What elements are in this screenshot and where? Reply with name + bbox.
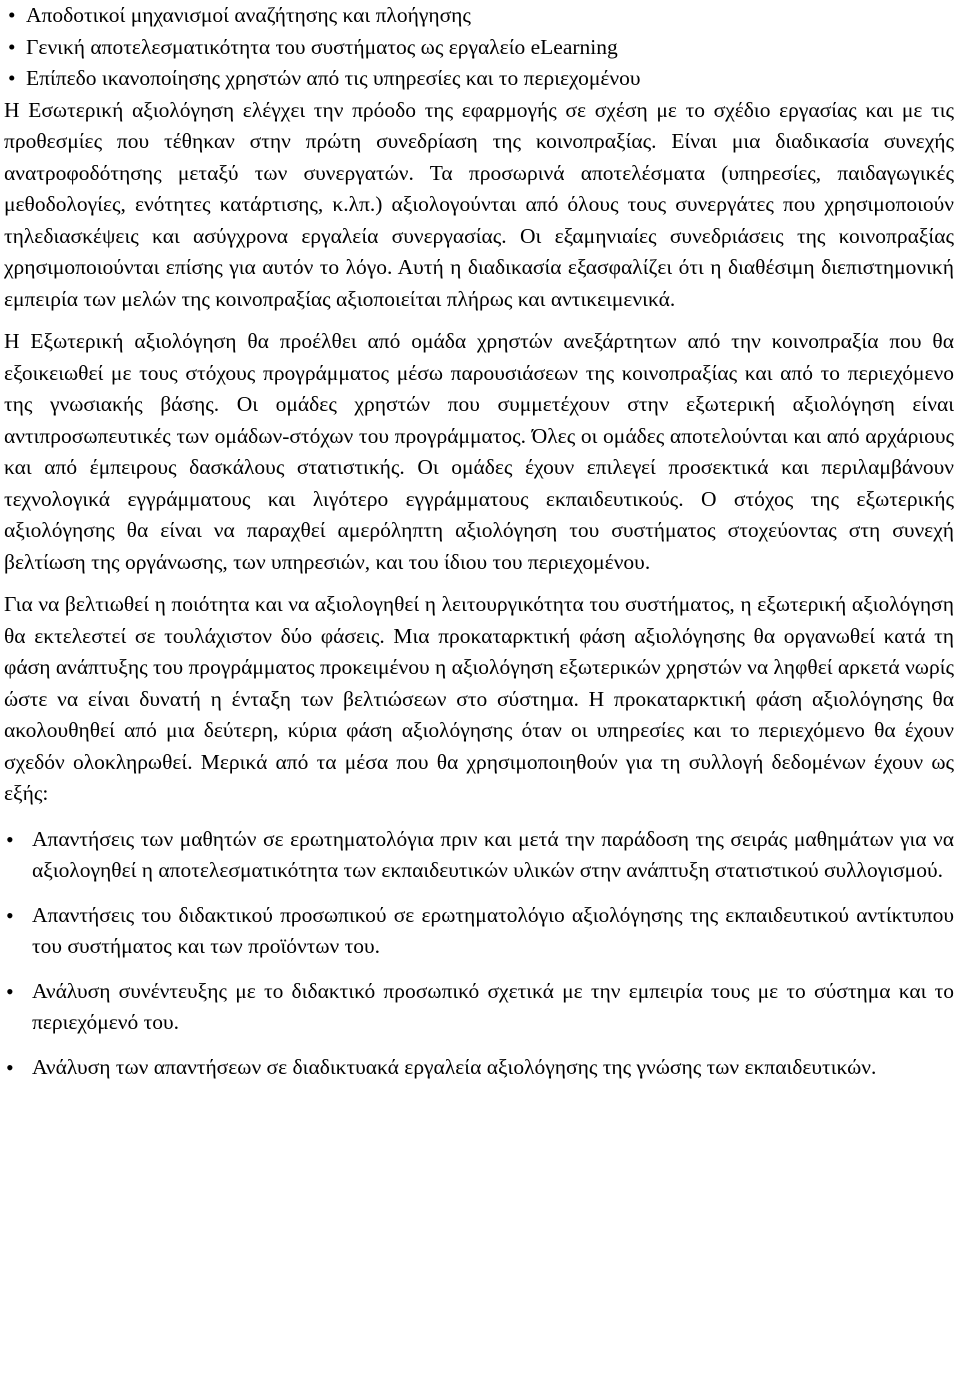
bullet-icon: • — [8, 3, 16, 27]
list-item-text: Επίπεδο ικανοποίησης χρηστών από τις υπηρεσίες και το περιεχομένου — [26, 66, 641, 90]
criteria-list — [4, 0, 954, 95]
list-item — [4, 63, 954, 95]
list-item-text: Γενική αποτελεσματικότητα του συστήματος ως εργαλείο eLearning — [26, 34, 618, 59]
external-evaluation-paragraph: Η Εξωτερική αξιολόγηση θα προέλθει από ομάδα χρηστών ανεξάρτητων από την κοινοπραξία που θα εξοικειωθεί με τους στόχους προγράμματος μέσω παρουσιάσεων της κοινοπραξίας και από το περιεχόμενο της γνωσιακής βάσης. Οι ομάδες χρηστών που συμμετέχουν στην εξωτερική αξιολόγηση είναι αντιπροσωπευτικές των ομάδων-στόχων του προγράμματος. Όλες οι ομάδες αποτελούνται και από αρχάριους και από έμπειρους δασκάλους στατιστικής. Οι ομάδες έχουν επιλεγεί προσεκτικά και περιλαμβάνουν τεχνολογικά εγγράμματους και λιγότερο εγγράμματους εκπαιδευτικούς. Ο στόχος της εξωτερικής αξιολόγησης θα είναι να παραχθεί αμερόληπτη αξιολόγηση του συστήματος στοχεύοντας στη συνεχή βελτίωση της οργάνωσης, των υπηρεσιών, και του ίδιου του περιεχομένου. — [4, 329, 954, 574]
list-item — [4, 0, 954, 32]
list-item — [4, 32, 954, 64]
list-item-text: Ανάλυση συνέντευξης με το διδακτικό προσωπικό σχετικά με την εμπειρία τους με το σύστημα και το περιεχόμενό του. — [32, 978, 954, 1034]
list-item-text: Απαντήσεις των μαθητών σε ερωτηματολόγια πριν και μετά την παράδοση της σειράς μαθημάτων για να αξιολογηθεί η αποτελεσματικότητα των εκπαιδευτικών υλικών στην ανάπτυξη στατιστικού συλλογισμού. — [32, 826, 954, 882]
data-collection-list — [4, 824, 954, 1084]
evaluation-phases-paragraph: Για να βελτιωθεί η ποιότητα και να αξιολογηθεί η λειτουργικότητα του συστήματος, η εξωτερική αξιολόγηση θα εκτελεστεί σε τουλάχιστον δύο φάσεις. Μια προκαταρκτική φάση αξιολόγησης θα οργανωθεί κατά τη φάση ανάπτυξης του προγράμματος προκειμένου η αξιολόγηση εξωτερικών χρηστών να ληφθεί αρκετά νωρίς ώστε να είναι δυνατή η ένταξη των βελτιώσεων στο σύστημα. Η προκαταρκτική φάση αξιολόγησης θα ακολουθηθεί από μια δεύτερη, κύρια φάση αξιολόγησης όταν οι υπηρεσίες και το περιεχόμενο θα έχουν σχεδόν ολοκληρωθεί. Μερικά από τα μέσα που θα χρησιμοποιηθούν για τη συλλογή δεδομένων έχουν ως εξής: — [4, 592, 954, 805]
bullet-icon: • — [6, 826, 14, 852]
bullet-icon: • — [6, 902, 14, 928]
list-item-text: Ανάλυση των απαντήσεων σε διαδικτυακά εργαλεία αξιολόγησης της γνώσης των εκπαιδευτικών. — [32, 1054, 877, 1079]
bullet-icon: • — [8, 34, 16, 59]
bullet-icon: • — [6, 978, 14, 1004]
list-item — [4, 1052, 954, 1084]
bullet-icon: • — [6, 1054, 14, 1080]
bullet-icon: • — [8, 66, 16, 90]
list-item-text: Αποδοτικοί μηχανισμοί αναζήτησης και πλοήγησης — [26, 3, 471, 27]
list-item-text: Απαντήσεις του διδακτικού προσωπικού σε ερωτηματολόγιο αξιολόγησης της εκπαιδευτικού αντίκτυπου του συστήματος και των προϊόντων του. — [32, 902, 954, 958]
internal-evaluation-paragraph: Η Εσωτερική αξιολόγηση ελέγχει την πρόοδο της εφαρμογής σε σχέση με το σχέδιο εργασίας και με τις προθεσμίες που τέθηκαν στην πρώτη συνεδρίαση της κοινοπραξίας. Είναι μια διαδικασία συνεχής ανατροφοδότησης μεταξύ των συνεργατών. Τα προσωρινά αποτελέσματα (υπηρεσίες, παιδαγωγικές μεθοδολογίες, ενότητες κατάρτισης, κ.λπ.) αξιολογούνται από όλους τους συνεργάτες που χρησιμοποιούν τηλεδιασκέψεις και ασύγχρονα εργαλεία συνεργασίας. Οι εξαμηνιαίες συνεδριάσεις της κοινοπραξίας χρησιμοποιούνται επίσης για αυτόν το λόγο. Αυτή η διαδικασία εξασφαλίζει ότι η διαθέσιμη διεπιστημονική εμπειρία των μελών της κοινοπραξίας αξιοποιείται πλήρως και αντικειμενικά. — [4, 97, 954, 311]
list-item — [4, 976, 954, 1039]
list-item — [4, 824, 954, 887]
list-item — [4, 900, 954, 963]
